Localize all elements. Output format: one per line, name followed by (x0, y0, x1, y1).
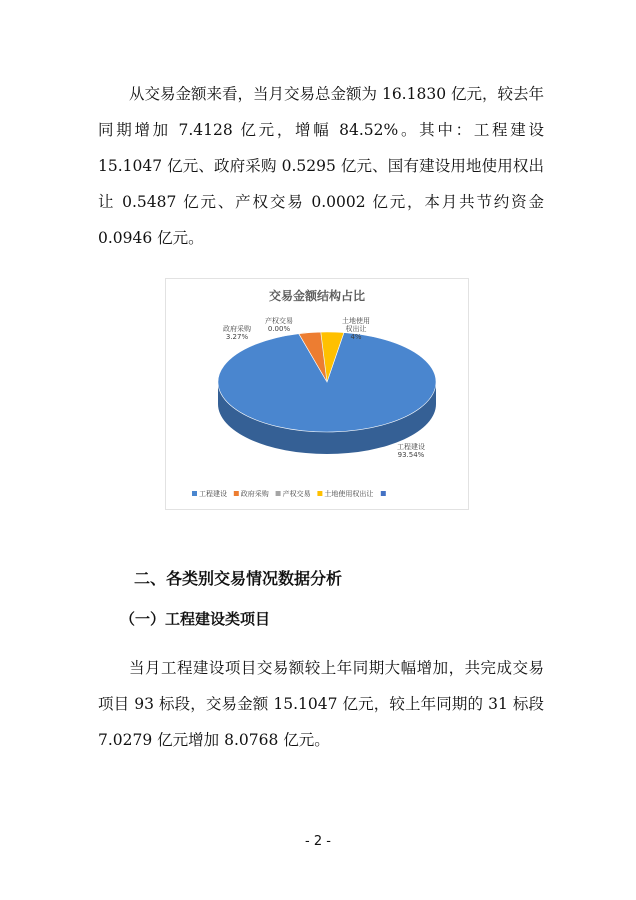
data-label-0-2: 93.54% (397, 451, 425, 459)
legend-swatch-1 (234, 491, 239, 496)
legend-label-3: 土地使用权出让 (324, 490, 374, 498)
body-paragraph-2: 当月工程建设项目交易额较上年同期大幅增加，共完成交易项目 93 标段，交易金额 15.1047 亿元，较上年同期的 31 标段 7.0279 亿元增加 8.0768 亿元。 (98, 659, 544, 749)
pie-chart (166, 279, 468, 509)
legend-label-0: 工程建设 (199, 490, 227, 498)
data-label-3-3: 4% (350, 333, 362, 341)
section-heading: 二、各类别交易情况数据分析 (134, 569, 343, 588)
body-paragraph-1: 从交易金额来看，当月交易总金额为 16.1830 亿元，较去年同期增加 7.4128 亿元，增幅 84.52%。其中：工程建设 15.1047 亿元、政府采购 0.5295 亿元、国有建设用地使用权出让 0.5487 亿元、产权交易 0.0002 亿元，本月共节约资金 0.0946 亿元。 (98, 85, 544, 247)
chart-title: 交易金额结构占比 (268, 289, 366, 303)
data-label-3-1: 土地使用 (342, 317, 370, 325)
pie-chart-figure (165, 278, 469, 510)
subsection-heading: （一）工程建设类项目 (120, 610, 271, 628)
legend-label-2: 产权交易 (282, 490, 311, 498)
page-number: - 2 - (305, 834, 331, 849)
data-label-1-2: 3.27% (225, 333, 249, 341)
legend-swatch-3 (317, 491, 322, 496)
data-label-0-1: 工程建设 (397, 443, 425, 451)
data-label-3-2: 权出让 (345, 325, 367, 333)
legend-swatch-2 (276, 491, 281, 496)
legend-swatch-extra (381, 491, 386, 496)
data-label-1-1: 政府采购 (223, 325, 251, 333)
data-label-2-2: 0.00% (267, 325, 291, 333)
legend-label-1: 政府采购 (240, 490, 269, 498)
data-label-2-1: 产权交易 (265, 317, 293, 325)
legend-swatch-0 (192, 491, 197, 496)
